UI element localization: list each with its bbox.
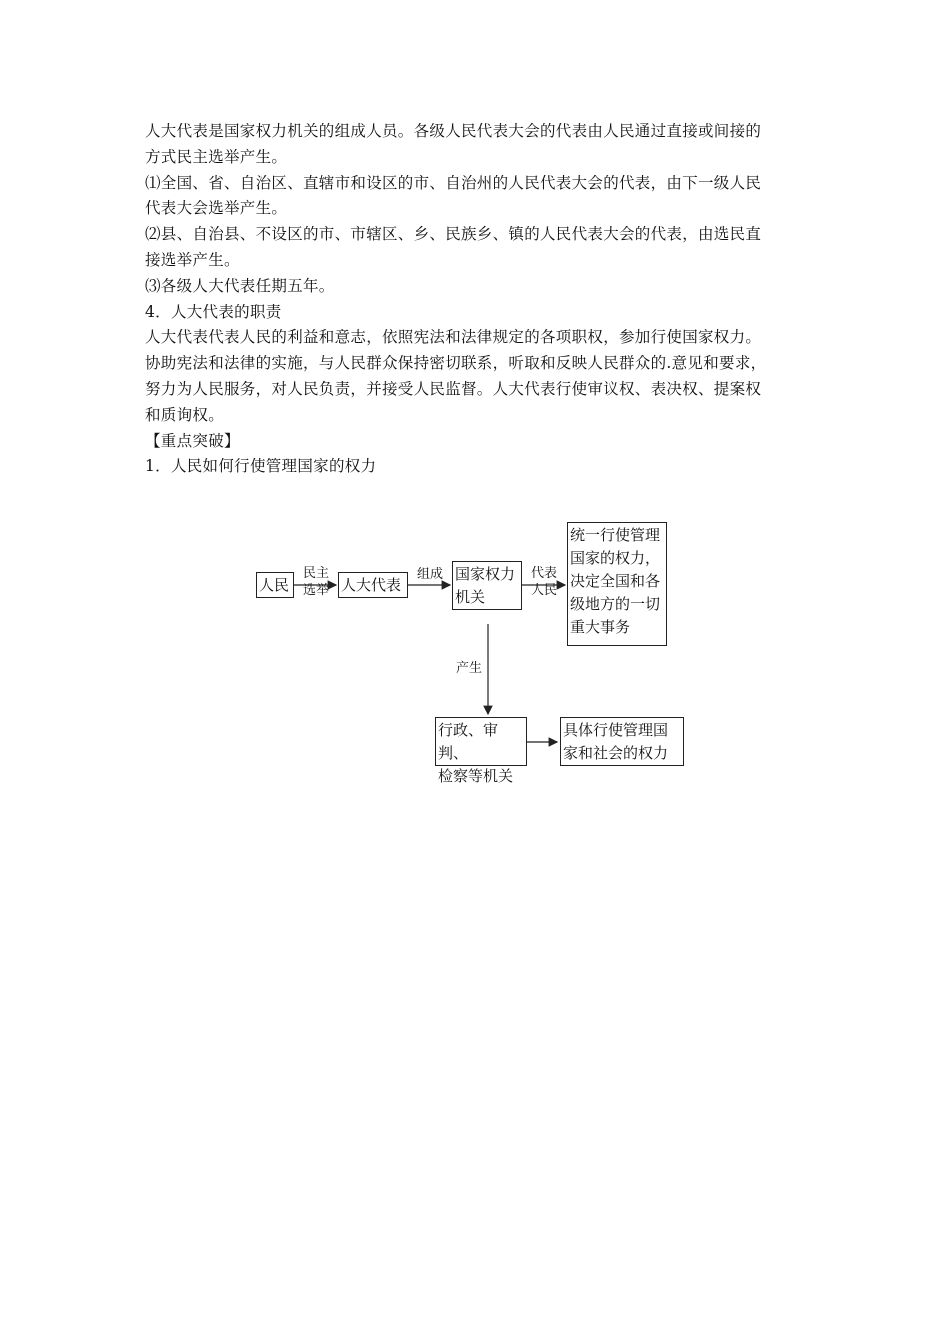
paragraph-line: ⑶各级人大代表任期五年。 <box>145 276 335 295</box>
paragraph-line: 方式民主选举产生。 <box>145 147 288 166</box>
document-body <box>145 119 810 480</box>
box-deputies: 人大代表 <box>338 572 408 598</box>
paragraph-line: 人大代表代表人民的利益和意志，依照宪法和法律规定的各项职权，参加行使国家权力。 <box>145 328 762 347</box>
box-state-power-organ: 国家权力 机关 <box>452 561 522 610</box>
box-unified-power: 统一行使管理 国家的权力， 决定全国和各 级地方的一切 重大事务 <box>567 522 667 646</box>
paragraph-line: 和质询权。 <box>145 405 225 424</box>
paragraph-line: ⑴全国、省、自治区、直辖市和设区的市、自治州的人民代表大会的代表，由下一级人民 <box>145 173 762 192</box>
section-heading: 【重点突破】 <box>145 431 240 450</box>
box-admin-judicial-procuratorial: 行政、审判、 检察等机关 <box>435 717 527 766</box>
box-people: 人民 <box>256 572 294 598</box>
paragraph-line: 努力为人民服务，对人民负责，并接受人民监督。人大代表行使审议权、表决权、提案权 <box>145 379 762 398</box>
label-produce: 产生 <box>455 661 482 676</box>
box-concrete-power: 具体行使管理国 家和社会的权力 <box>560 717 684 766</box>
label-compose: 组成 <box>416 567 443 582</box>
paragraph-line: 人大代表是国家权力机关的组成人员。各级人民代表大会的代表由人民通过直接或间接的 <box>145 122 762 140</box>
paragraph-line: ⑵县、自治县、不设区的市、市辖区、乡、民族乡、镇的人民代表大会的代表，由选民直 <box>145 225 762 244</box>
paragraph-line: 接选举产生。 <box>145 250 240 269</box>
section-heading: 1．人民如何行使管理国家的权力 <box>145 457 377 476</box>
paragraph-line: 协助宪法和法律的实施，与人民群众保持密切联系，听取和反映人民群众的.意见和要求， <box>145 354 767 373</box>
paragraph-line: 代表大会选举产生。 <box>145 199 288 218</box>
label-represent-people: 代表 人民 <box>530 566 557 598</box>
label-democratic-election: 民主 选举 <box>302 566 329 598</box>
section-heading: 4．人大代表的职责 <box>145 302 282 321</box>
